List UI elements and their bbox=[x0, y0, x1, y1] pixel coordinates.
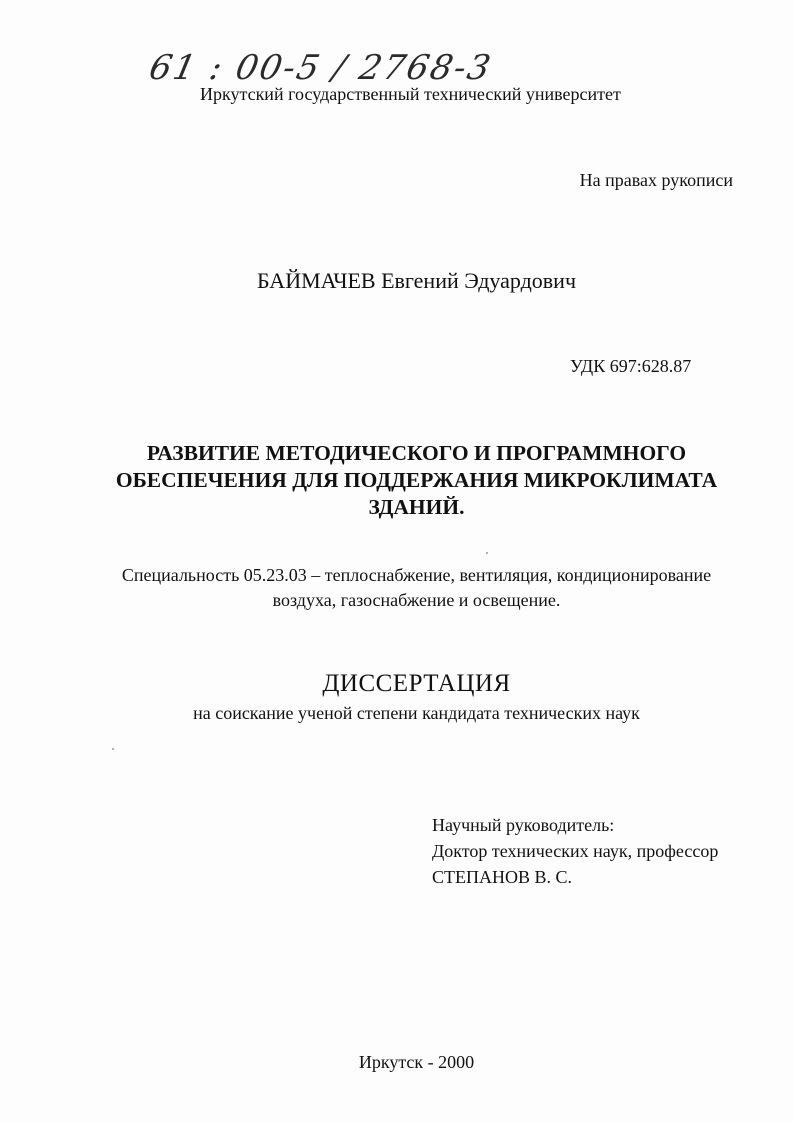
dissertation-title bbox=[0, 440, 793, 521]
supervisor-title: Доктор технических наук, профессор bbox=[432, 841, 719, 861]
author-name: БАЙМАЧЕВ Евгений Эдуардович bbox=[256, 268, 577, 293]
scan-speck bbox=[112, 748, 114, 750]
title-line-1: РАЗВИТИЕ МЕТОДИЧЕСКОГО И ПРОГРАММНОГО bbox=[146, 441, 687, 465]
supervisor-block bbox=[432, 812, 718, 890]
title-line-2: ОБЕСПЕЧЕНИЯ ДЛЯ ПОДДЕРЖАНИЯ МИКРОКЛИМАТА bbox=[115, 468, 718, 492]
scan-speck bbox=[486, 552, 488, 554]
udc-code: УДК 697:628.87 bbox=[570, 356, 692, 376]
supervisor-label: Научный руководитель: bbox=[432, 815, 615, 835]
university-name: Иркутский государственный технический университет bbox=[200, 84, 621, 104]
degree-description: на соискание ученой степени кандидата технических наук bbox=[193, 703, 640, 723]
specialty-line-2: воздуха, газоснабжение и освещение. bbox=[272, 590, 561, 610]
manuscript-rights-note: На правах рукописи bbox=[579, 170, 733, 190]
specialty-line-1: Специальность 05.23.03 – теплоснабжение, вентиляция, кондиционирование bbox=[121, 565, 712, 585]
title-line-3: ЗДАНИЙ. bbox=[368, 495, 465, 519]
specialty bbox=[0, 563, 793, 613]
document-type: ДИССЕРТАЦИЯ bbox=[322, 670, 511, 697]
handwritten-archive-code: 61 : 00-5 / 2768-3 bbox=[145, 48, 496, 88]
supervisor-name: СТЕПАНОВ В. С. bbox=[432, 867, 573, 887]
city-year: Иркутск - 2000 bbox=[358, 1052, 475, 1072]
